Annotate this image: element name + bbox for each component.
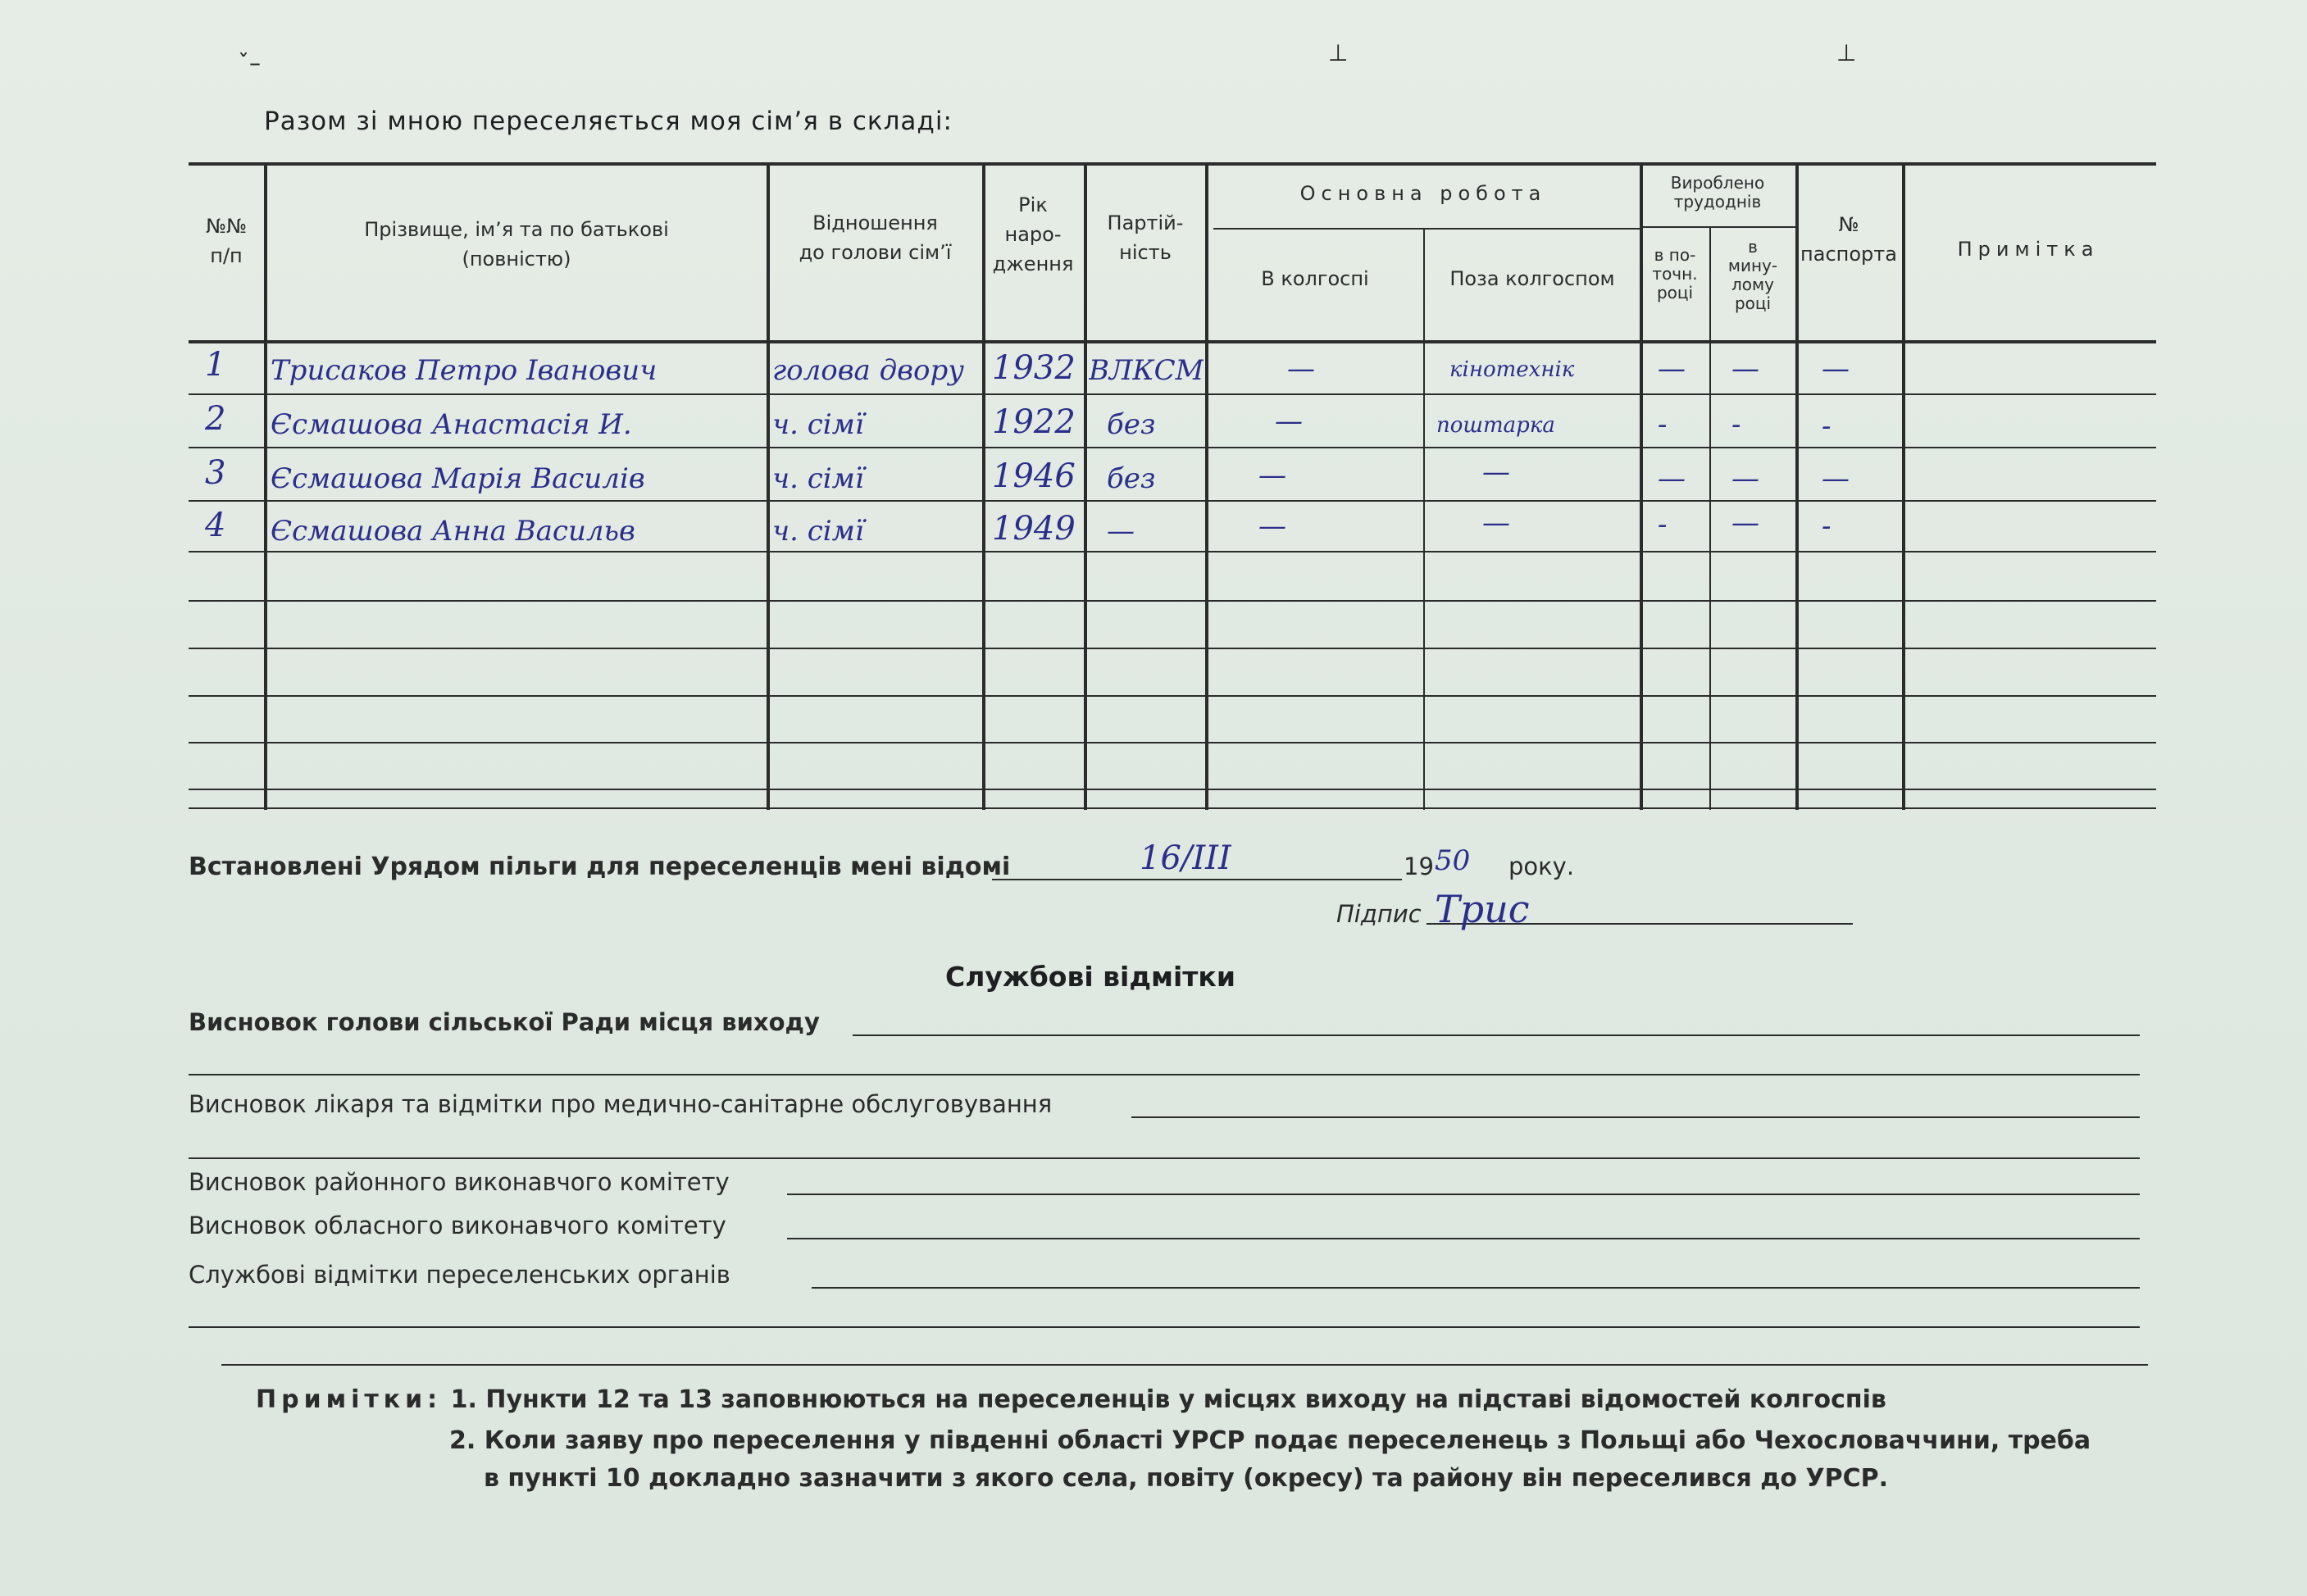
header-main-work: Основна робота	[1299, 182, 1547, 205]
header-name: Прізвище, ім’я та по батькові (повністю)	[364, 218, 669, 271]
header-relation: Відношення до голови сім’ї	[799, 211, 952, 264]
notes-label: Примітки:	[256, 1385, 443, 1414]
fill-line	[1131, 1116, 2140, 1118]
note-2-continuation: в пункті 10 докладно зазначити з якого села, повіту (окресу) та району він переселився до УРСР.	[484, 1464, 1888, 1493]
fill-line	[787, 1194, 2140, 1195]
row-work-kolhosp: —	[1258, 510, 1286, 543]
notes-top-line	[221, 1364, 2148, 1366]
header-note: Примітка	[1957, 238, 2100, 261]
date-handwritten: 16/III	[1140, 839, 1231, 877]
col-line	[264, 162, 267, 810]
work-subheader-line	[1213, 228, 1640, 230]
signature-label: Підпис	[1336, 900, 1422, 928]
header-work-kolhosp: В колгоспі	[1261, 267, 1369, 290]
row-passport: —	[1822, 352, 1850, 385]
trudodni-subheader-line	[1640, 226, 1795, 228]
row-party: без	[1107, 408, 1156, 441]
service-marks-title: Службові відмітки	[945, 961, 1235, 993]
header-number: №№ п/п	[206, 215, 247, 267]
row-number: 2	[205, 400, 226, 438]
header-passport: № паспорта	[1800, 213, 1897, 266]
row-party: —	[1107, 515, 1135, 548]
row-trudodni-current: -	[1658, 508, 1668, 541]
row-trudodni-current: -	[1658, 408, 1668, 441]
row-line	[189, 695, 2156, 697]
intro-text: Разом зі мною переселяється моя сім’я в складі:	[264, 107, 953, 136]
row-line	[189, 600, 2156, 602]
paper-mark: ⊥	[1836, 39, 1857, 66]
row-birth-year: 1922	[992, 403, 1076, 441]
table-header-bottom	[189, 340, 2156, 343]
note-1: 1. Пункти 12 та 13 заповнюються на переселенців у місцях виходу на підставі відомостей колгоспів	[450, 1385, 1886, 1414]
row-name: Трисаков Петро Іванович	[271, 354, 658, 387]
row-name: Єсмашова Анастасія И.	[271, 408, 632, 441]
year-word: року.	[1508, 853, 1575, 880]
fill-line	[189, 1074, 2140, 1075]
note-2: 2. Коли заяву про переселення у південні області УРСР подає переселенець з Польщі або Чехословаччини, треба	[449, 1426, 2091, 1455]
row-trudodni-past: -	[1731, 408, 1741, 441]
doctor-conclusion-label: Висновок лікаря та відмітки про медично-санітарне обслуговування	[189, 1090, 1053, 1118]
resettlement-marks-label: Службові відмітки переселенських органів	[189, 1261, 730, 1289]
row-passport: —	[1822, 462, 1850, 495]
year-handwritten: 50	[1435, 844, 1471, 877]
row-trudodni-current: —	[1658, 352, 1686, 385]
row-trudodni-past: —	[1731, 352, 1759, 385]
row-relation: голова двору	[772, 354, 964, 387]
row-relation: ч. сімї	[772, 462, 864, 495]
row-number: 1	[205, 346, 226, 384]
row-work-outside: —	[1482, 456, 1510, 489]
paper-mark: ˇ–	[238, 49, 261, 76]
row-party: без	[1107, 462, 1156, 495]
row-work-kolhosp: —	[1275, 405, 1303, 438]
row-line	[189, 447, 2156, 448]
signature: Трис	[1435, 887, 1530, 931]
row-work-kolhosp: —	[1287, 352, 1315, 385]
fill-line	[853, 1034, 2140, 1036]
col-line	[1709, 228, 1711, 810]
fill-line	[189, 1157, 2140, 1159]
row-name: Єсмашова Марія Василів	[271, 462, 645, 495]
row-work-kolhosp: —	[1258, 459, 1286, 492]
regional-committee-label: Висновок обласного виконавчого комітету	[189, 1212, 726, 1239]
row-relation: ч. сімї	[772, 408, 864, 441]
row-line	[189, 648, 2156, 649]
privileges-statement: Встановлені Урядом пільги для переселенців мені відомі	[189, 853, 1011, 881]
col-line	[767, 162, 770, 810]
row-number: 4	[205, 507, 226, 544]
header-party: Партій- ність	[1107, 211, 1184, 264]
row-line	[189, 500, 2156, 502]
header-birth-year: Рік наро- дження	[992, 193, 1074, 275]
table-top-border	[189, 162, 2156, 166]
row-work-outside: поштарка	[1436, 413, 1555, 438]
row-passport: -	[1822, 410, 1831, 443]
district-committee-label: Висновок районного виконавчого комітету	[189, 1168, 730, 1196]
row-line	[189, 393, 2156, 395]
fill-line	[812, 1287, 2140, 1289]
header-work-outside: Поза колгоспом	[1449, 267, 1615, 290]
year-prefix: 19	[1404, 853, 1434, 880]
row-trudodni-past: —	[1731, 462, 1759, 495]
row-party: ВЛКСМ	[1089, 354, 1204, 387]
row-birth-year: 1949	[992, 510, 1076, 548]
fill-line	[189, 1326, 2140, 1328]
row-line	[189, 742, 2156, 743]
row-name: Єсмашова Анна Васильв	[271, 515, 635, 548]
row-work-outside: —	[1482, 507, 1510, 539]
header-trudodni: Вироблено трудоднів	[1670, 173, 1765, 211]
fill-line	[787, 1238, 2140, 1239]
header-trudodni-past: в мину- лому році	[1727, 237, 1778, 313]
paper-mark: ⊥	[1328, 39, 1349, 66]
row-birth-year: 1932	[992, 349, 1076, 387]
row-birth-year: 1946	[992, 457, 1076, 495]
row-relation: ч. сімї	[772, 515, 864, 548]
col-line	[1205, 162, 1208, 810]
col-line	[1423, 228, 1425, 810]
notes-block	[256, 1385, 1886, 1414]
row-number: 3	[205, 454, 226, 492]
row-line	[189, 789, 2156, 790]
chairman-conclusion-label: Висновок голови сільської Ради місця виходу	[189, 1008, 820, 1036]
row-trudodni-current: —	[1658, 462, 1686, 495]
row-passport: -	[1822, 510, 1831, 543]
header-trudodni-current: в по- точн. році	[1652, 245, 1698, 302]
row-work-outside: кінотехнік	[1449, 357, 1575, 382]
row-trudodni-past: —	[1731, 507, 1759, 539]
date-line	[992, 879, 1402, 880]
table-bottom-border	[189, 807, 2156, 809]
row-line	[189, 551, 2156, 552]
